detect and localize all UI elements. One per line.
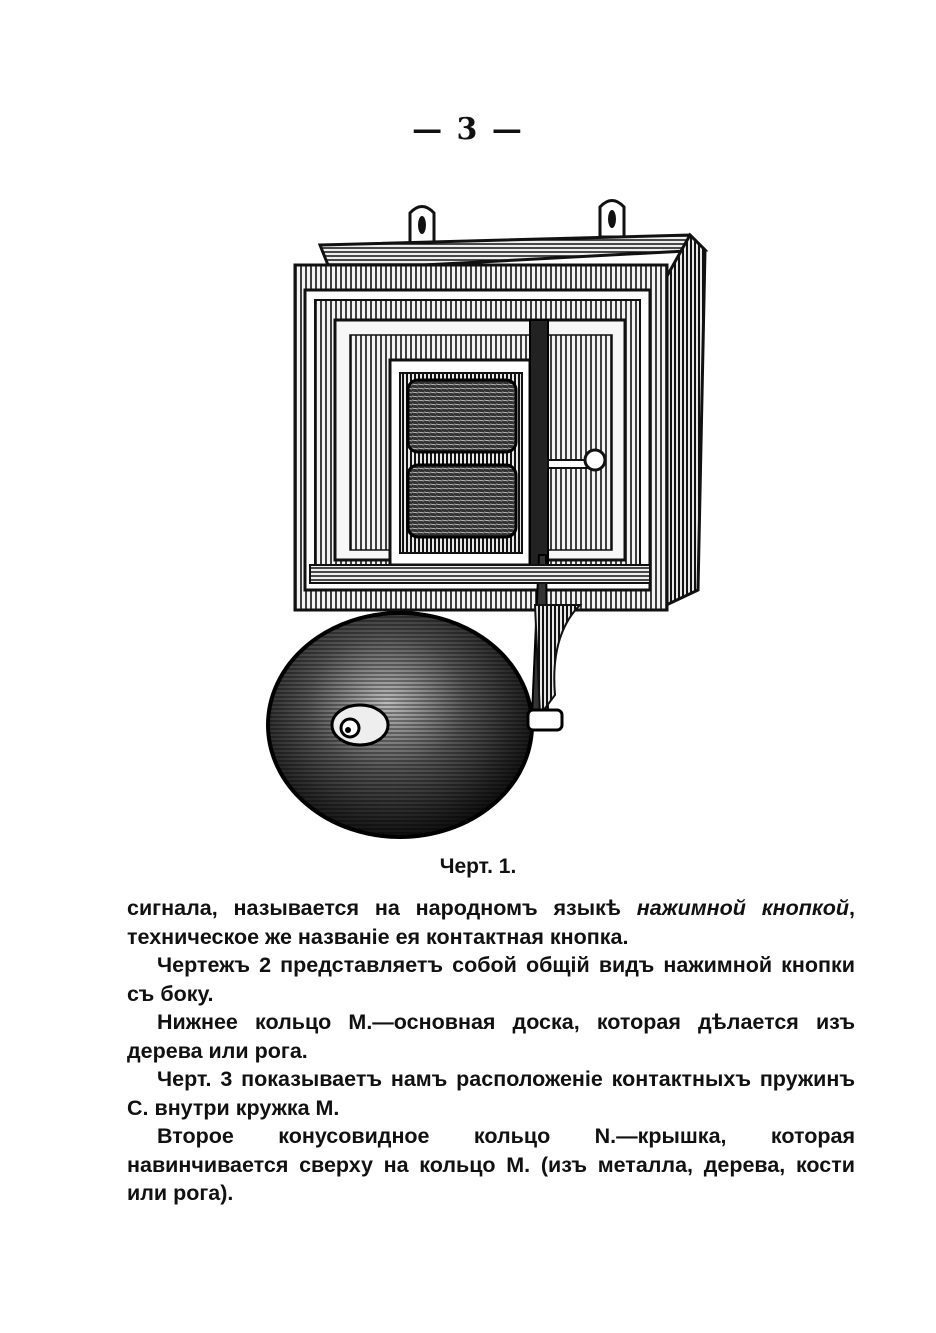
bell-engraving: [250, 195, 720, 845]
page-number: — 3 —: [412, 112, 524, 147]
paragraph-1: [127, 894, 855, 951]
mounting-lug-right: [600, 201, 624, 238]
p1-end: , техническое же названіе ея контактная кнопка.: [127, 896, 855, 949]
paragraph-5: Второе конусовидное кольцо N.—крышка, которая навинчивается сверху на кольцо М. (изъ металла, дерева, кости или рога).: [127, 1124, 855, 1205]
electromagnet-coil-upper: [408, 380, 516, 452]
body-text: [127, 894, 855, 1208]
electric-bell-illustration: [250, 195, 720, 845]
p1-emphasis: нажимной кнопкой: [636, 896, 850, 920]
paragraph-3: Нижнее кольцо М.—основная доска, которая дѣлается изъ дерева или рога.: [127, 1010, 855, 1063]
bell-hammer: [528, 710, 562, 730]
electromagnet-coil-lower: [408, 465, 516, 537]
bell-dome: [268, 613, 532, 837]
mounting-lug-left: [410, 207, 434, 244]
paragraph-2: Чертежъ 2 представляетъ собой общій видъ нажимной кнопки съ боку.: [127, 953, 855, 1006]
figure-caption: Черт. 1.: [439, 855, 517, 878]
paragraph-4: Черт. 3 показываетъ намъ расположеніе контактныхъ пружинъ С. внутри кружка М.: [127, 1067, 855, 1120]
p1-start: сигнала, называется на народномъ языкѣ: [127, 896, 637, 920]
